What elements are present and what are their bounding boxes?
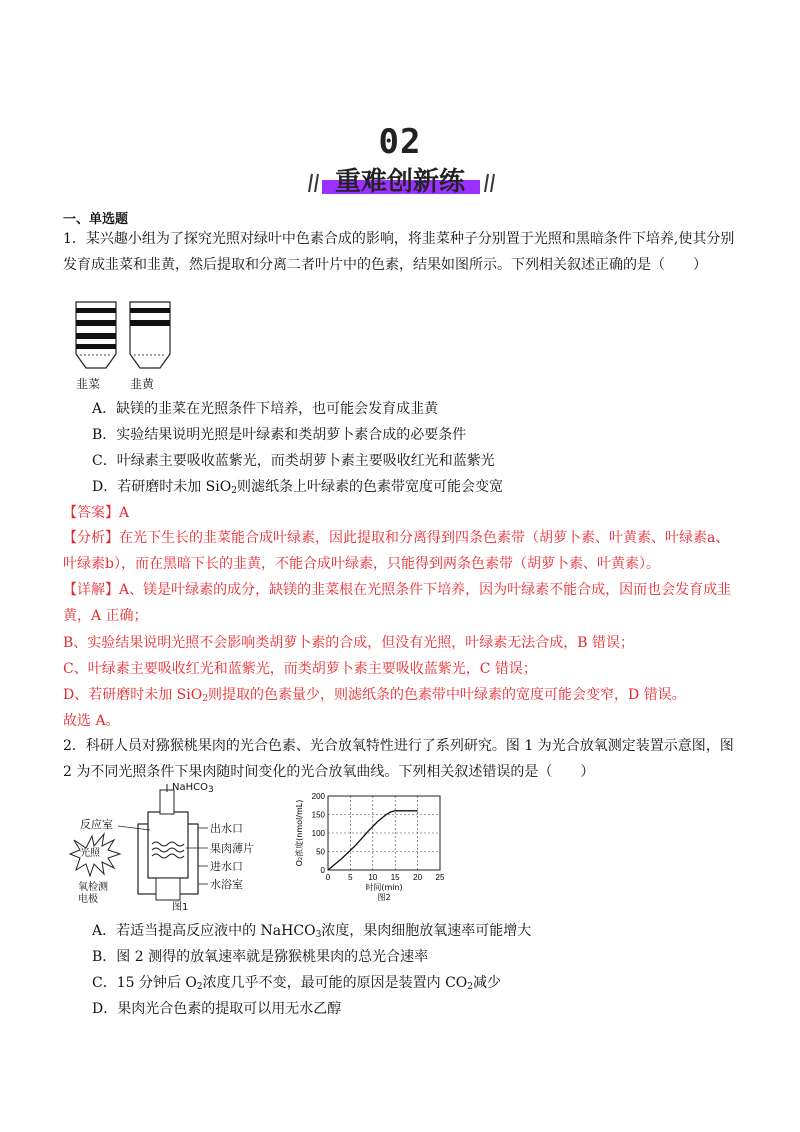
q2-oxygen-chart: [292, 788, 482, 912]
x-tick-label: 5: [348, 873, 353, 882]
label-inlet: 进水口: [210, 860, 243, 873]
q2-option-a: A．若适当提高反应液中的 NaHCO$_3$浓度，果肉细胞放氧速率可能增大: [92, 923, 532, 940]
label-reaction-chamber: 反应室: [80, 818, 113, 831]
q1-option-a: A．缺镁的韭菜在光照条件下培养，也可能会发育成韭黄: [92, 401, 439, 417]
label-jiucai: 韭菜: [76, 377, 101, 391]
header-title: 重难创新练: [334, 167, 465, 197]
x-tick-label: 25: [435, 873, 445, 882]
y-tick-label: 50: [316, 847, 325, 857]
strip-jiuhuang: [130, 302, 170, 368]
q2-option-d: D．果肉光合色素的提取可以用无水乙醇: [92, 1001, 342, 1017]
chart-caption: 图2: [377, 893, 391, 902]
fig1-caption: 图1: [172, 902, 189, 913]
label-nahco3: NaHCO$_3$: [172, 782, 214, 795]
strip-jiucai: [76, 302, 116, 368]
slash-decoration-right: [482, 172, 496, 194]
q1-analysis: 【分析】在光下生长的韭菜能合成叶绿素，因此提取和分离得到四条色素带（胡萝卜素、叶黄素、叶绿素a、叶绿素b），而在黑暗下长的韭黄，不能合成叶绿素，只能得到两条色素带（胡萝卜素、叶黄素）。: [63, 530, 730, 572]
label-light: 光照: [80, 848, 100, 859]
header-number: 02: [300, 122, 500, 162]
q1-option-c: C．叶绿素主要吸收蓝紫光，而类胡萝卜素主要吸收红光和蓝紫光: [92, 453, 495, 469]
q1-option-d: D．若研磨时未加 SiO$_2$则滤纸条上叶绿素的色素带宽度可能会变宽: [92, 479, 503, 496]
q1-detail-d: D、若研磨时未加 SiO$_2$则提取的色素量少，则滤纸条的色素带中叶绿素的宽度可能会变窄，D 错误。: [63, 687, 686, 704]
label-outlet: 出水口: [210, 822, 243, 835]
q1-answer: 【答案】A: [63, 505, 130, 521]
q2-option-b: B．图 2 测得的放氧速率就是猕猴桃果肉的总光合速率: [92, 949, 429, 965]
q2-stem: 2．科研人员对猕猴桃果肉的光合色素、光合放氧特性进行了系列研究。图 1 为光合放氧测定装置示意图，图 2 为不同光照条件下果肉随时间变化的光合放氧曲线。下列相关叙述错误的是（ ）: [63, 738, 734, 780]
label-sensor: 氧检测电极: [78, 882, 108, 905]
q1-conclusion: 故选 A。: [63, 713, 120, 729]
oxygen-electrode: [156, 878, 180, 900]
x-axis-label: 时间(min): [365, 883, 403, 892]
y-axis-label: O₂浓度(nmol/mL): [295, 799, 304, 867]
q1-option-b: B．实验结果说明光照是叶绿素和类胡萝卜素合成的必要条件: [92, 427, 467, 443]
y-tick-label: 100: [311, 829, 325, 838]
x-tick-label: 20: [413, 873, 423, 882]
q1-detail-b: B、实验结果说明光照不会影响类胡萝卜素的合成，但没有光照，叶绿素无法合成，B 错误；: [63, 635, 635, 651]
section-heading: 一、单选题: [63, 212, 129, 227]
q2-option-c: C．15 分钟后 $O_2$浓度几乎不变，最可能的原因是装置内 $CO_2$减少: [92, 975, 502, 992]
q1-detail-c: C、叶绿素主要吸收红光和蓝紫光，而类胡萝卜素主要吸收蓝紫光，C 错误；: [63, 661, 537, 677]
y-tick-label: 0: [320, 866, 325, 875]
header-banner: [300, 118, 500, 208]
y-tick-label: 150: [311, 810, 325, 820]
q1-stem: 1．某兴趣小组为了探究光照对绿叶中色素合成的影响，将韭菜种子分别置于光照和黑暗条件下培养,使其分别发育成韭菜和韭黄，然后提取和分离二者叶片中的色素，结果如图所示。下列相关叙述正确的是（ ）: [63, 231, 735, 273]
q1-detail-a: 【详解】A、镁是叶绿素的成分，缺镁的韭菜根在光照条件下培养，因为叶绿素不能合成，因而也会发育成韭黄，A 正确；: [63, 582, 732, 624]
label-jiuhuang: 韭黄: [130, 377, 155, 391]
label-fruit-slice: 果肉薄片: [210, 842, 254, 855]
label-water-bath: 水浴室: [210, 878, 243, 891]
y-tick-label: 200: [311, 792, 325, 801]
x-tick-label: 0: [325, 873, 331, 882]
x-tick-label: 10: [368, 873, 378, 882]
x-tick-label: 15: [390, 873, 400, 882]
